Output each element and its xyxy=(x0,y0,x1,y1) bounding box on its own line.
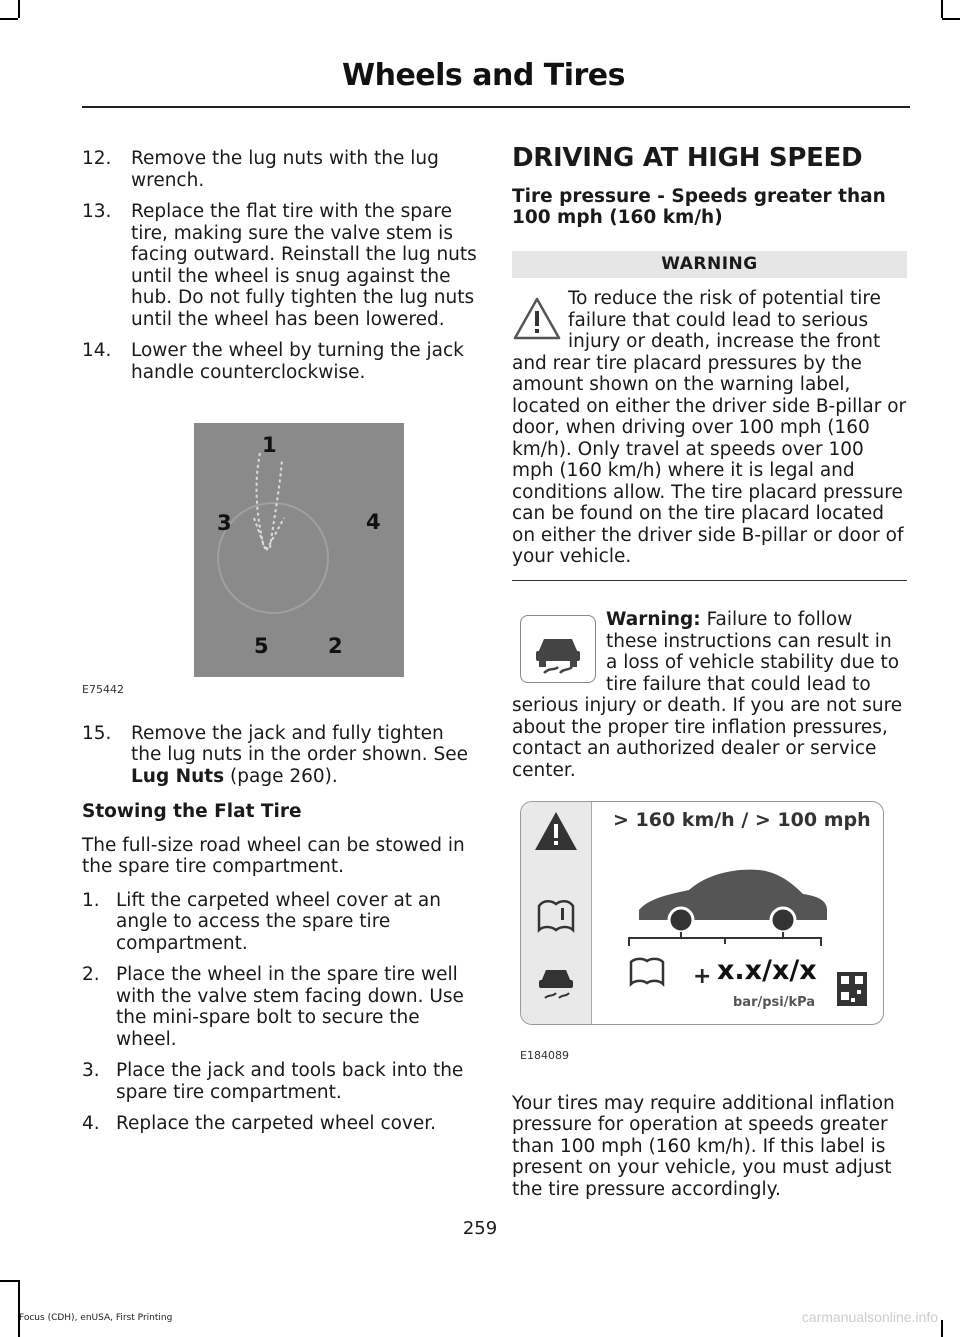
list-item xyxy=(82,723,478,788)
crop-mark xyxy=(18,1280,20,1337)
list-item xyxy=(82,890,478,955)
label-speed-text: > 160 km/h / > 100 mph xyxy=(613,809,871,831)
page-number: 259 xyxy=(462,1218,498,1239)
step-text: Lift the carpeted wheel cover at an angle to access the spare tire compartment. xyxy=(116,889,441,954)
right-column xyxy=(512,143,907,1212)
high-speed-label-figure xyxy=(520,801,884,1025)
caution-text: Failure to follow these instructions can result in a loss of vehicle stability due to tire failure that could lead to serious injury or death. If you are not sure about the proper tire inflation pressures, contact an authorized dealer or service center. xyxy=(512,609,903,781)
step-text: (page 260). xyxy=(224,765,338,787)
crop-mark xyxy=(0,18,18,20)
step-text: Replace the flat tire with the spare tire, making sure the valve stem is facing outward. Reinstall the lug nuts until the wheel is snug against the hub. Do not fully tighten the lug nuts until the wheel has been lowered. xyxy=(131,201,477,330)
car-silhouette-icon xyxy=(521,802,883,1024)
crop-mark xyxy=(0,1280,18,1282)
label-plus: + xyxy=(693,964,712,989)
step-number: 2. xyxy=(82,964,100,985)
step-number: 15. xyxy=(82,722,112,744)
lug-number-3: 3 xyxy=(217,511,232,535)
step-text: Place the jack and tools back into the spare tire compartment. xyxy=(116,1060,464,1103)
step-text: Lower the wheel by turning the jack handle counterclockwise. xyxy=(131,340,464,383)
lug-nuts-link[interactable]: Lug Nuts xyxy=(131,765,225,787)
list-item xyxy=(82,1113,478,1135)
subheading: Tire pressure - Speeds greater than 100 mph (160 km/h) xyxy=(512,185,886,228)
lug-number-1: 1 xyxy=(262,433,277,457)
page-title: Wheels and Tires xyxy=(342,58,625,93)
crop-mark xyxy=(941,0,943,18)
lug-number-5: 5 xyxy=(254,634,269,658)
warning-bar: WARNING xyxy=(512,251,907,279)
step-text: Remove the jack and fully tighten the lug nuts in the order shown. See xyxy=(131,722,468,765)
step-text: Place the wheel in the spare tire well with the valve stem facing down. Use the mini-spare bolt to secure the wheel. xyxy=(116,964,464,1050)
label-units: bar/psi/kPa xyxy=(733,995,816,1010)
step-number: 12. xyxy=(82,148,112,169)
list-item xyxy=(82,1060,478,1103)
list-item xyxy=(82,964,478,1050)
crop-mark xyxy=(18,0,20,18)
figure-code: E75442 xyxy=(82,683,124,696)
step-text: Remove the lug nuts with the lug wrench. xyxy=(131,148,439,191)
watermark: carmanualsonline.info xyxy=(801,1309,938,1325)
warning-block xyxy=(512,288,907,568)
caution-bold: Warning: xyxy=(606,609,701,630)
divider xyxy=(512,580,907,582)
figure-code: E184089 xyxy=(520,1049,569,1062)
lug-number-4: 4 xyxy=(366,510,381,534)
left-column xyxy=(82,148,478,1145)
list-item xyxy=(82,201,478,330)
step-number: 3. xyxy=(82,1060,100,1081)
lug-number-2: 2 xyxy=(328,634,343,658)
crop-mark xyxy=(942,18,960,20)
lug-nut-figure xyxy=(82,423,478,701)
stowing-intro: The full-size road wheel can be stowed in the spare tire compartment. xyxy=(82,834,465,877)
wheel-circle-icon xyxy=(194,423,404,677)
caution-block xyxy=(512,609,907,781)
section-title: DRIVING AT HIGH SPEED xyxy=(512,143,863,173)
skid-car-icon xyxy=(520,615,596,683)
step-number: 4. xyxy=(82,1113,100,1134)
header-rule xyxy=(82,106,910,108)
warning-text: To reduce the risk of potential tire failure that could lead to serious injury or death, increase the front and rear tire placard pressures by the amount shown on the warning label, located on either the driver side B-pillar or door, when driving over 100 mph (160 km/h). Only travel at speeds over 100 mph (160 km/h) where it is legal and conditions allow. The tire placard pressure can be found on the tire placard located on either the driver side B-pillar or door of your vehicle. xyxy=(512,288,907,567)
step-number: 14. xyxy=(82,340,112,361)
step-text: Replace the carpeted wheel cover. xyxy=(116,1113,437,1134)
step-number: 13. xyxy=(82,201,112,222)
step-number: 1. xyxy=(82,889,100,911)
label-pressure: x.x/x/x xyxy=(717,955,817,986)
closing-text: Your tires may require additional inflation pressure for operation at speeds greater than 100 mph (160 km/h). If this label is present on your vehicle, you must adjust the tire pressure accordingly. xyxy=(512,1092,895,1200)
lug-nut-order-diagram xyxy=(194,423,404,677)
list-item xyxy=(82,148,478,191)
doc-info: Focus (CDH), enUSA, First Printing xyxy=(19,1313,173,1323)
stowing-heading: Stowing the Flat Tire xyxy=(82,801,302,822)
warning-triangle-icon xyxy=(512,296,562,342)
crop-mark xyxy=(941,1320,943,1337)
list-item xyxy=(82,340,478,383)
